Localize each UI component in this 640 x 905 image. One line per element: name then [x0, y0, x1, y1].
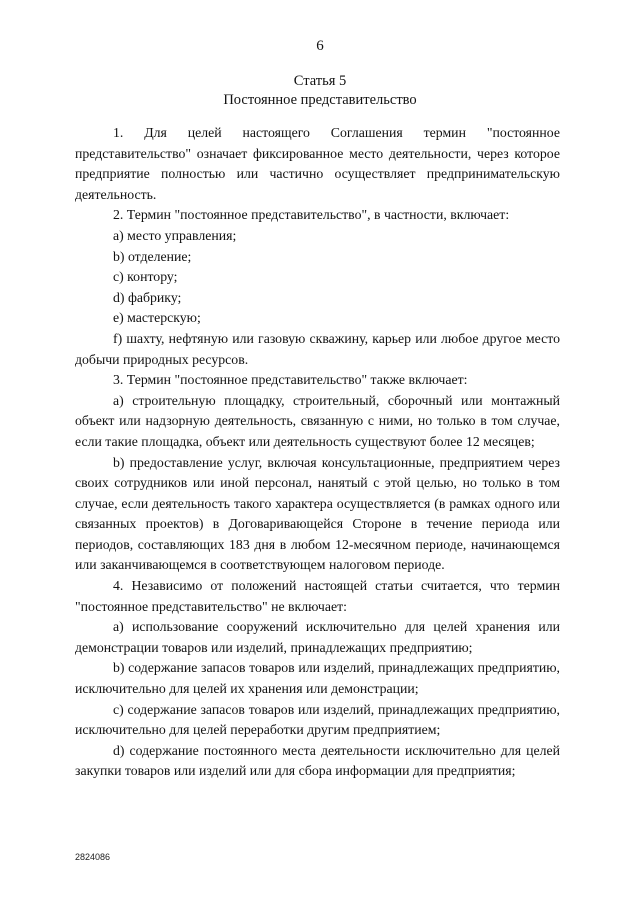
list-item-2c: c) контору; [113, 269, 178, 285]
article-subtitle: Постоянное представительство [223, 92, 417, 108]
list-item-3b: b) предоставление услуг, включая консультационные, предприятием через своих сотрудников или иной персонал, нанятый с этой целью, но только в том случае, если деятельность такого характера осуществляется (в рамках одного или связанных проектов) в Договаривающейся Стороне в течение периода или периодов, составляющих 183 дня в любом 12-месячном периоде, начинающемся или заканчивающемся в соответствующем налоговом периоде. [75, 454, 560, 573]
list-item-4a: a) использование сооружений исключительно для целей хранения или демонстрации товаров или изделий, принадлежащих предприятию; [75, 619, 560, 655]
list-item-4c: c) содержание запасов товаров или изделий, принадлежащих предприятию, исключительно для целей переработки другим предприятием; [75, 701, 560, 738]
article-header [0, 72, 640, 110]
page-number: 6 [316, 38, 324, 54]
document-code: 2824086 [75, 852, 111, 862]
paragraph-3: 3. Термин "постоянное представительство" также включает: [113, 372, 468, 388]
paragraph-4: 4. Независимо от положений настоящей статьи считается, что термин "постоянное представительство" не включает: [75, 578, 560, 614]
list-item-2f: f) шахту, нефтяную или газовую скважину, карьер или любое другое место добычи природных ресурсов. [75, 330, 560, 367]
article-title: Статья 5 [293, 73, 347, 89]
list-item-3a: a) строительную площадку, строительный, сборочный или монтажный объект или надзорную деятельность, связанную с ними, но только в том случае, если такие площадка, объект или деятельность существуют более 12 месяцев; [75, 392, 560, 449]
list-item-2e: e) мастерскую; [113, 310, 201, 326]
list-item-2d: d) фабрику; [113, 289, 182, 305]
list-item-4b: b) содержание запасов товаров или изделий, принадлежащих предприятию, исключительно для целей их хранения или демонстрации; [75, 660, 560, 697]
paragraph-2: 2. Термин "постоянное представительство", в частности, включает: [113, 207, 510, 223]
paragraph-1: 1. Для целей настоящего Соглашения термин "постоянное представительство" означает фиксированное место деятельности, через которое предприятие полностью или частично осуществляет предпринимательскую деятельность. [75, 125, 560, 202]
list-item-4d: d) содержание постоянного места деятельности исключительно для целей закупки товаров или изделий или для сбора информации для предприятия; [75, 742, 560, 779]
list-item-2b: b) отделение; [113, 248, 192, 264]
list-item-2a: a) место управления; [113, 227, 237, 243]
article-body [75, 123, 560, 782]
